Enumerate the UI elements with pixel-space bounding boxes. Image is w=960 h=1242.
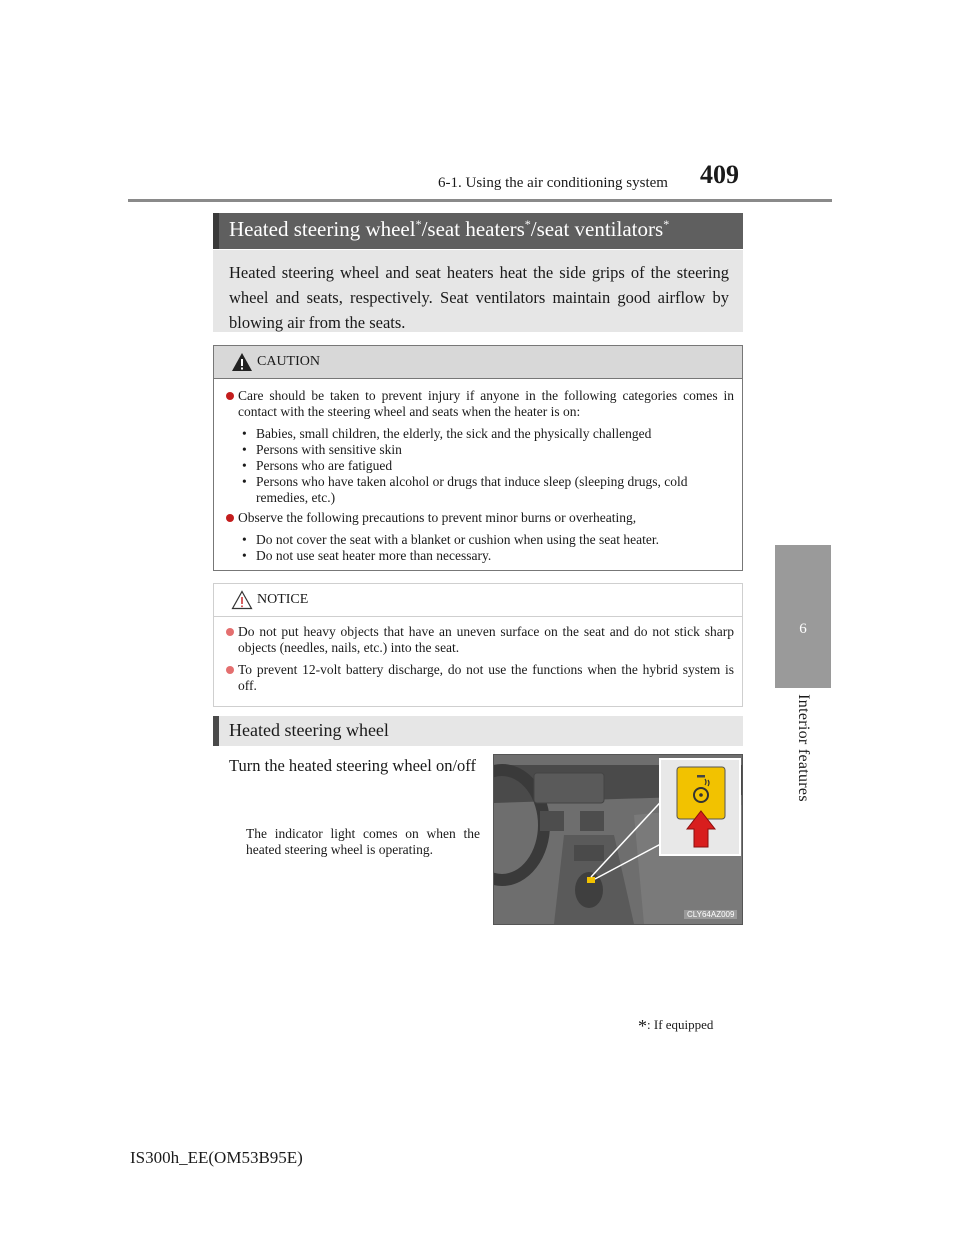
caution-box bbox=[213, 345, 743, 571]
title-part-ventilators: /seat ventilators bbox=[530, 217, 664, 241]
notice-header bbox=[214, 584, 742, 617]
header-rule bbox=[128, 199, 832, 202]
running-header-section: 6-1. Using the air conditioning system bbox=[438, 175, 668, 191]
footnote bbox=[638, 1016, 713, 1037]
notice-box bbox=[213, 583, 743, 707]
instruction-note: The indicator light comes on when the heated steering wheel is operating. bbox=[246, 826, 480, 857]
notice-label: NOTICE bbox=[257, 592, 309, 607]
notice-body bbox=[226, 624, 734, 700]
notice-bullet-1: Do not put heavy objects that have an uneven surface on the seat and do not stick sharp objects (needles, nails, etc.) into the seat. bbox=[226, 624, 734, 656]
section-title: Heated steering wheel bbox=[229, 720, 389, 740]
caution-body bbox=[226, 388, 734, 568]
notice-bullet-2: To prevent 12-volt battery discharge, do not use the functions when the hybrid system is off. bbox=[226, 662, 734, 694]
list-item: • Persons with sensitive skin bbox=[226, 442, 734, 458]
title-asterisk: * bbox=[415, 217, 422, 231]
illustration-code: CLY64AZ009 bbox=[684, 910, 737, 919]
caution-bullet-1: Care should be taken to prevent injury if anyone in the following categories comes in contact with the steering wheel and seats when the heater is on: bbox=[226, 388, 734, 420]
instruction-text: Turn the heated steering wheel on/off bbox=[229, 756, 476, 775]
caution-header bbox=[214, 346, 742, 379]
list-item: • Persons who are fatigued bbox=[226, 458, 734, 474]
chapter-number: 6 bbox=[799, 621, 807, 637]
dashboard-illustration bbox=[493, 754, 743, 925]
main-title-bar bbox=[213, 213, 743, 249]
notice-warning-icon bbox=[231, 590, 253, 610]
title-asterisk: * bbox=[663, 217, 670, 231]
intro-text: Heated steering wheel and seat heaters heat the side grips of the steering wheel and seats, respectively. Seat ventilators maintain good airflow by blowing air from the seats. bbox=[213, 250, 743, 332]
main-title bbox=[229, 217, 669, 242]
section-title-bar bbox=[213, 716, 743, 746]
list-item: • Persons who have taken alcohol or drugs that induce sleep (sleeping drugs, cold remedies, etc.) bbox=[226, 474, 734, 506]
caution-label: CAUTION bbox=[257, 354, 320, 369]
chapter-label: Interior features bbox=[795, 694, 812, 802]
list-item: • Babies, small children, the elderly, the sick and the physically challenged bbox=[226, 426, 734, 442]
page-number: 409 bbox=[700, 160, 739, 189]
footnote-text: : If equipped bbox=[647, 1017, 714, 1032]
list-item: • Do not use seat heater more than necessary. bbox=[226, 548, 734, 564]
list-item: • Do not cover the seat with a blanket or cushion when using the seat heater. bbox=[226, 532, 734, 548]
document-code: IS300h_EE(OM53B95E) bbox=[130, 1148, 303, 1167]
warning-icon bbox=[231, 352, 253, 372]
footnote-mark: * bbox=[638, 1016, 647, 1036]
title-asterisk: * bbox=[524, 217, 531, 231]
caution-bullet-2: Observe the following precautions to prevent minor burns or overheating, bbox=[226, 510, 734, 526]
title-part-steering: Heated steering wheel bbox=[229, 217, 416, 241]
chapter-tab bbox=[775, 545, 831, 688]
caution-sublist-2 bbox=[226, 532, 734, 564]
caution-sublist-1 bbox=[226, 426, 734, 506]
title-part-seat-heaters: /seat heaters bbox=[421, 217, 525, 241]
dashboard-drawing bbox=[494, 755, 742, 924]
